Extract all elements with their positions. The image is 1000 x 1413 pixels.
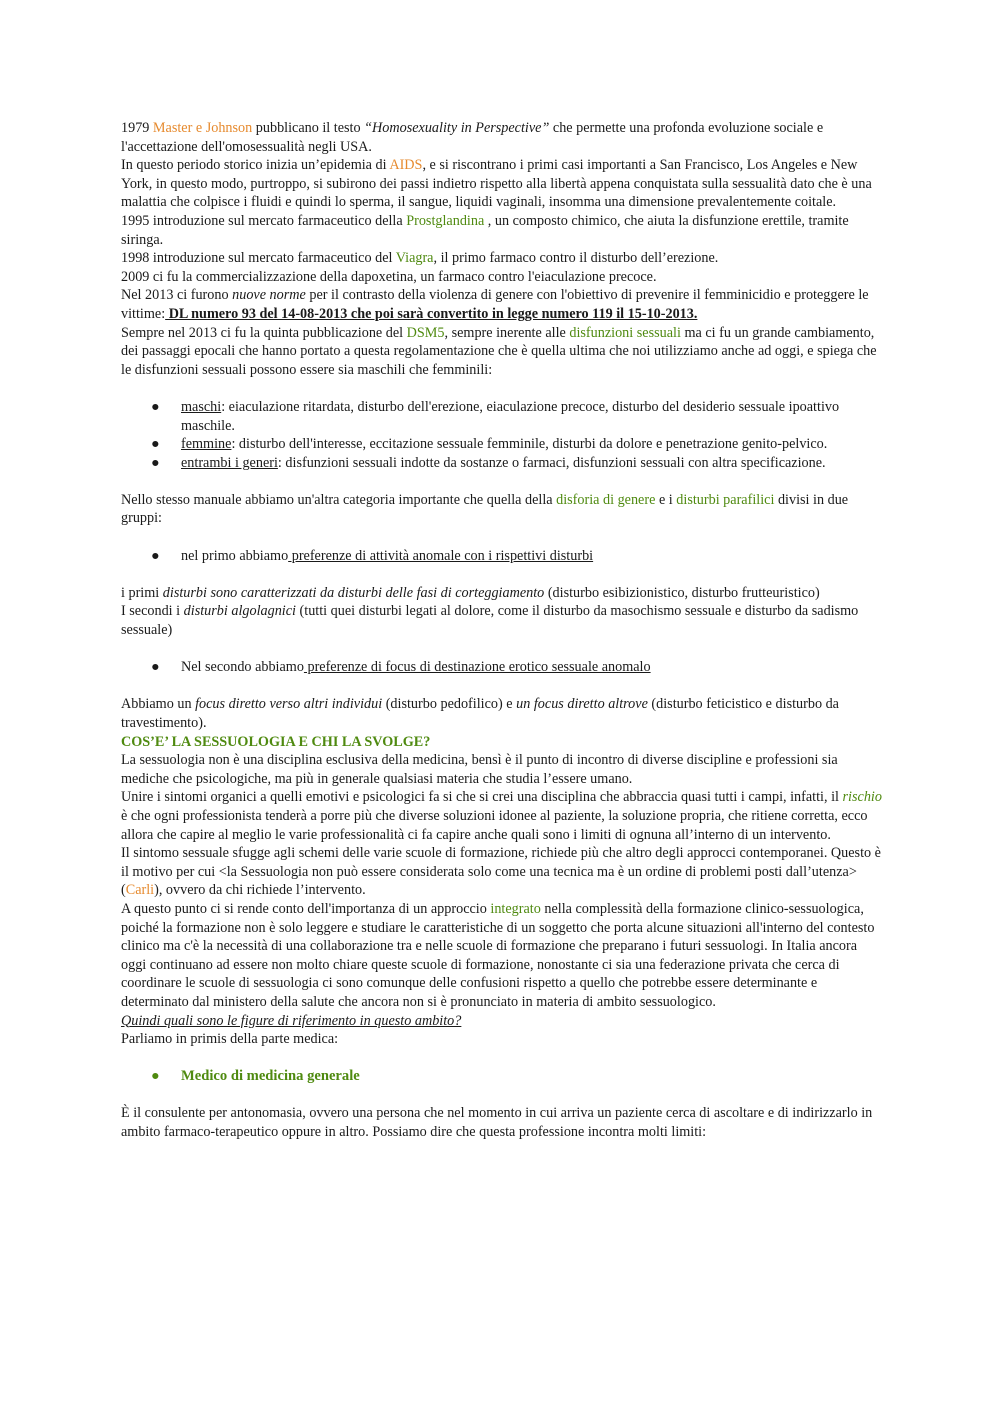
paragraph-secondi: I secondi i disturbi algolagnici (tutti quei disturbi legati al dolore, come il disturbo da masochismo sessuale e disturbo da sadismo sessuale) bbox=[121, 603, 859, 639]
dsm5-highlight: DSM5 bbox=[406, 324, 445, 341]
paragraph-parte-medica: Parliamo in primis della parte medica: bbox=[121, 1031, 339, 1048]
carli-highlight: Carli bbox=[125, 882, 155, 899]
paragraph-sintomo: Il sintomo sessuale sfugge agli schemi delle varie scuole di formazione, richiede più che altro degli approcci contemporanei. Questo è il motivo per cui <la Sessuologia non può essere considerata solo come una tecnica ma è un ordine di problemi posti dall’utenza> (Carli), ovvero da chi richiede l’intervento. bbox=[121, 845, 881, 899]
list-item: ● femmine: disturbo dell'interesse, eccitazione sessuale femminile, disturbi da dolore e penetrazione genito-pelvico. bbox=[151, 436, 828, 453]
law-reference: DL numero 93 del 14-08-2013 che poi sarà convertito in legge numero 119 il 15-10-2013. bbox=[165, 305, 698, 322]
list-item bbox=[121, 1067, 883, 1086]
aids-highlight: AIDS bbox=[389, 157, 423, 174]
group-list-second bbox=[121, 658, 883, 677]
book-title: “Homosexuality in Perspective” bbox=[364, 120, 550, 136]
list-item: ● entrambi i generi: disfunzioni sessuali indotte da sostanze o farmaci, disfunzioni sessuali con altra specificazione. bbox=[151, 454, 826, 471]
paragraph-focus: Abbiamo un focus diretto verso altri individui (disturbo pedofilico) e un focus diretto altrove (disturbo feticistico e disturbo da travestimento). bbox=[121, 696, 839, 731]
disforia-highlight: disforia di genere bbox=[556, 491, 656, 508]
paragraph-consulente: È il consulente per antonomasia, ovvero una persona che nel momento in cui arriva un paziente cerca di ascoltare e di indirizzarlo in ambito farmaco-terapeutico oppure in altro. Possiamo dire che questa professione incontra molti limiti: bbox=[121, 1105, 873, 1141]
paragraph-aids: In questo periodo storico inizia un’epidemia di AIDS, e si riscontrano i primi casi importanti a San Francisco, Los Angeles e New York, in questo modo, purtroppo, si subirono dei passi indietro rispetto alla libertà appena conquistata sulla sessualità dato che è una malattia che colpisce i fluidi e quindi lo sperma, il sangue, liquidi vaginali, insomma una dimensione prevalentemente coitale. bbox=[121, 157, 872, 211]
paragraph-2009: 2009 ci fu la commercializzazione della dapoxetina, un farmaco contro l'eiaculazione precoce. bbox=[121, 268, 657, 285]
group-list-first bbox=[121, 547, 883, 566]
bullet-icon: ● bbox=[151, 1068, 160, 1085]
bullet-icon: ● bbox=[151, 436, 160, 453]
list-item: ● maschi: eiaculazione ritardata, disturbo dell'erezione, eiaculazione precoce, disturbo del desiderio sessuale ipoattivo maschile. bbox=[151, 398, 840, 434]
paragraph-primi: i primi disturbi sono caratterizzati da disturbi delle fasi di corteggiamento (disturbo esibizionistico, disturbo frutteuristico) bbox=[121, 584, 820, 601]
medico-heading: Medico di medicina generale bbox=[181, 1068, 360, 1085]
paragraph-1995: 1995 introduzione sul mercato farmaceutico della Prostglandina , un composto chimico, che aiuta la disfunzione erettile, tramite siringa. bbox=[121, 212, 849, 248]
list-item: ● nel primo abbiamo preferenze di attività anomale con i rispettivi disturbi bbox=[151, 547, 594, 564]
bullet-icon: ● bbox=[151, 547, 160, 564]
paragraph-disforia: Nello stesso manuale abbiamo un'altra categoria importante che quella della disforia di genere e i disturbi parafilici divisi in due gruppi: bbox=[121, 491, 849, 527]
paragraph-integrato: A questo punto ci si rende conto dell'importanza di un approccio integrato nella complessità della formazione clinico-sessuologica, poiché la formazione non è solo leggere e studiare le caratteristiche di un soggetto che porta alcune situazioni all'interno del contesto clinico ma c'è la necessità di una collaborazione tra e nelle scuole di formazione che preparano i futuri sessuologi. In Italia ancora oggi continuano ad essere non molto chiare queste scuole di formazione, nonostante ci sia una federazione privata che cerca di coordinare le scuole di sessuologia ci sono comunque delle confusioni rispetto a quello che potrebbe essere determinante e determinato dal ministero della salute che ancora non si è pronunciato in materia di ambito sessuologico. bbox=[121, 900, 875, 1010]
paragraph-1998: 1998 introduzione sul mercato farmaceutico del Viagra, il primo farmaco contro il disturbo dell’erezione. bbox=[121, 250, 719, 267]
paragraph-2013-norme: Nel 2013 ci furono nuove norme per il contrasto della violenza di genere con l'obiettivo di prevenire il femminicidio e proteggere le vittime: DL numero 93 del 14-08-2013 che poi sarà convertito in legge numero 119 il 15-10-2013. bbox=[121, 287, 869, 322]
dysfunction-list bbox=[121, 398, 883, 472]
bullet-icon: ● bbox=[151, 454, 160, 471]
parafilici-highlight: disturbi parafilici bbox=[676, 491, 775, 508]
paragraph-dsm5: Sempre nel 2013 ci fu la quinta pubblicazione del DSM5, sempre inerente alle disfunzioni sessuali ma ci fu un grande cambiamento, dei passaggi epocali che hanno portato a questa regolamentazione che è quella ultima che noi utilizziamo anche ad oggi, e spiega che le disfunzioni sessuali possono essere sia maschili che femminili: bbox=[121, 324, 877, 378]
paragraph-rischio: Unire i sintomi organici a quelli emotivi e psicologici fa si che si crei una disciplina che abbraccia quasi tutti i campi, infatti, il rischio è che ogni professionista tenderà a porre più che diverse soluzioni idonee al paziente, la soluzione propria, che ritiene corretta, ecco allora che capire al meglio le varie professionalità ci fa capire anche quali sono i limiti di ognuna all’interno di un intervento. bbox=[121, 789, 882, 843]
disfunzioni-highlight: disfunzioni sessuali bbox=[569, 324, 681, 341]
paragraph-1979: 1979 Master e Johnson pubblicano il testo “Homosexuality in Perspective” che permette una profonda evoluzione sociale e l'accettazione dell'omosessualità negli USA. bbox=[121, 120, 824, 155]
rischio-highlight: rischio bbox=[842, 789, 882, 806]
integrato-highlight: integrato bbox=[490, 900, 541, 917]
list-item: ● Nel secondo abbiamo preferenze di focus di destinazione erotico sessuale anomalo bbox=[151, 659, 651, 676]
question-line: Quindi quali sono le figure di riferimento in questo ambito? bbox=[121, 1012, 462, 1029]
bullet-icon: ● bbox=[151, 659, 160, 676]
document-page bbox=[121, 119, 883, 1142]
bullet-icon: ● bbox=[151, 398, 160, 415]
viagra-highlight: Viagra bbox=[395, 250, 434, 267]
figures-list bbox=[121, 1067, 883, 1086]
paragraph-sessuologia: La sessuologia non è una disciplina esclusiva della medicina, bensì è il punto di incontro di diverse discipline e professioni sia mediche che psicologiche, ma più in generale qualsiasi materia che studia l’essere umano. bbox=[121, 752, 838, 787]
authors-highlight: Master e Johnson bbox=[152, 120, 253, 136]
prostglandina-highlight: Prostglandina bbox=[406, 212, 485, 229]
section-heading: COS’E’ LA SESSUOLOGIA E CHI LA SVOLGE? bbox=[121, 733, 431, 750]
